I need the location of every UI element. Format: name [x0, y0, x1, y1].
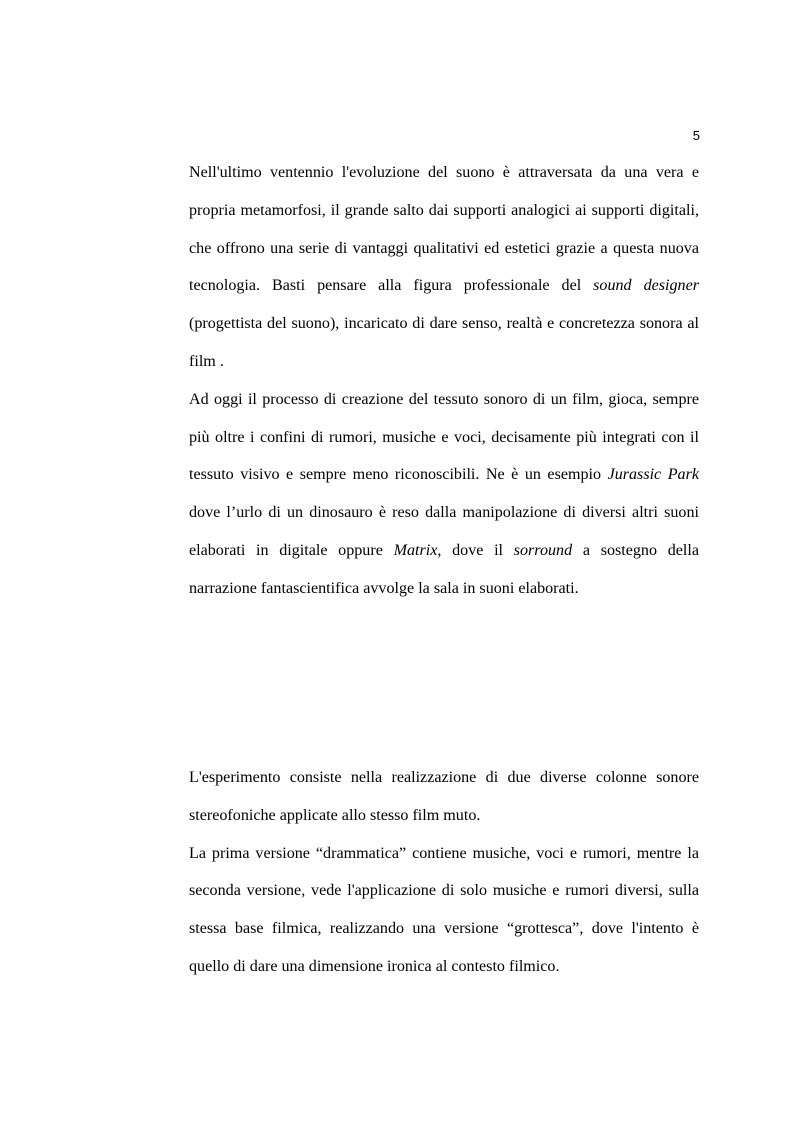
italic-term-sound-designer: sound designer — [593, 277, 699, 295]
text-run: a sostegno della narrazione fantascientifica avvolge la sala in suoni elaborati. — [189, 541, 699, 597]
text-run: , dove il — [437, 541, 514, 559]
italic-term-sorround: sorround — [513, 541, 573, 559]
text-run: Nell'ultimo ventennio l'evoluzione del suono è attraversata da una vera e propria metamorfosi, il grande salto dai supporti analogici ai supporti digitali, che offrono una serie di vantaggi qualitativi ed estetici grazie a questa nuova tecnologia. Basti pensare alla figura professionale del — [189, 164, 699, 295]
italic-title-matrix: Matrix — [393, 541, 438, 559]
italic-title-jurassic-park: Jurassic Park — [607, 466, 699, 484]
text-run: Ad oggi il processo di creazione del tessuto sonoro di un film, gioca, sempre più oltre i confini di rumori, musiche e voci, decisamente più integrati con il tessuto visivo e sempre meno riconoscibili. Ne è un esempio — [189, 390, 699, 484]
body-section-1 — [189, 154, 699, 608]
text-run: (progettista del suono), incaricato di dare senso, realtà e concretezza sonora al film . — [189, 315, 699, 370]
page-number: 5 — [692, 128, 700, 143]
text-run: dove l’urlo di un dinosauro è reso dalla manipolazione di diversi altri suoni elaborati in digitale oppure — [189, 504, 699, 559]
body-section-2 — [189, 759, 699, 986]
paragraph-sound-process — [189, 381, 699, 608]
paragraph-sound-evolution — [189, 154, 699, 381]
paragraph-experiment: L'esperimento consiste nella realizzazione di due diverse colonne sonore stereofoniche applicate allo stesso film muto. — [189, 769, 699, 824]
paragraph-versions: La prima versione “drammatica” contiene musiche, voci e rumori, mentre la seconda versione, vede l'applicazione di solo musiche e rumori diversi, sulla stessa base filmica, realizzando una versione “grottesca”, dove l'intento è quello di dare una dimensione ironica al contesto filmico. — [189, 844, 699, 975]
